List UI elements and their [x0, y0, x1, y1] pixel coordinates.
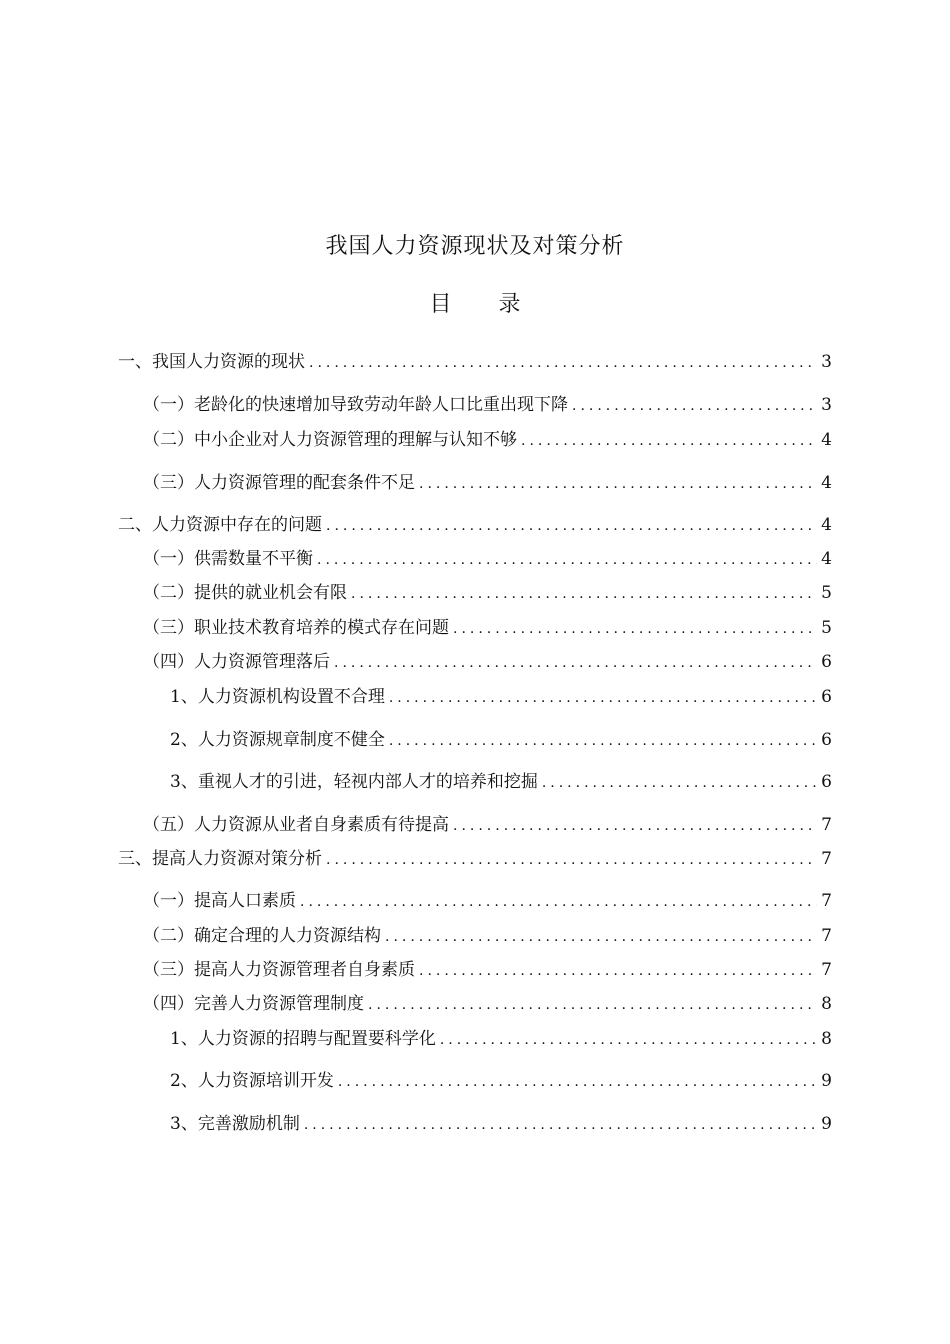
toc-entry[interactable] — [143, 427, 832, 454]
toc-heading: 目 录 — [429, 292, 521, 317]
toc-entry-label: （三）职业技术教育培养的模式存在问题 — [143, 618, 449, 638]
toc-entry-label: 1、人力资源的招聘与配置要科学化 — [170, 1029, 436, 1049]
toc-entry[interactable] — [143, 991, 832, 1018]
toc-entry-label: 3、重视人才的引进，轻视内部人才的培养和挖掘 — [170, 772, 538, 792]
toc-line — [0, 991, 950, 1017]
toc-entry-label: 2、人力资源规章制度不健全 — [170, 730, 385, 750]
toc-entry-page-number: 5 — [821, 618, 832, 638]
toc-entry-page-number: 6 — [821, 687, 832, 707]
toc-entry-page-number: 9 — [821, 1114, 832, 1134]
toc-entry[interactable] — [170, 684, 832, 711]
toc-line — [0, 615, 950, 641]
toc-entry-page-number: 5 — [821, 583, 832, 603]
toc-entry[interactable] — [143, 923, 832, 950]
toc-entry[interactable] — [170, 1026, 832, 1053]
dot-leader — [304, 1112, 817, 1138]
toc-entry-page-number: 3 — [821, 395, 832, 415]
toc-entry-label: 三、提高人力资源对策分析 — [118, 849, 322, 869]
toc-entry-label: （二）提供的就业机会有限 — [143, 583, 347, 603]
toc-entry[interactable] — [143, 812, 832, 839]
toc-line — [0, 769, 950, 795]
toc-entry-label: （二）确定合理的人力资源结构 — [143, 926, 381, 946]
toc-entry-page-number: 7 — [821, 849, 832, 869]
toc-entry-label: 3、完善激励机制 — [170, 1114, 300, 1134]
toc-entry-label: 一、我国人力资源的现状 — [118, 352, 305, 372]
toc-entry-label: 2、人力资源培训开发 — [170, 1071, 334, 1091]
toc-line — [0, 1026, 950, 1052]
dot-leader — [338, 1069, 817, 1095]
toc-entry-page-number: 6 — [821, 772, 832, 792]
toc-line — [0, 1111, 950, 1137]
toc-entry[interactable] — [143, 888, 832, 915]
toc-entry[interactable] — [143, 470, 832, 497]
dot-leader — [453, 813, 817, 839]
dot-leader — [453, 616, 817, 642]
toc-line — [0, 727, 950, 753]
toc-line — [0, 684, 950, 710]
dot-leader — [300, 889, 817, 915]
toc-entry-page-number: 4 — [821, 515, 832, 535]
toc-entry-page-number: 4 — [821, 473, 832, 493]
toc-line — [0, 580, 950, 606]
toc-line — [0, 470, 950, 496]
toc-entry[interactable] — [143, 392, 832, 419]
toc-entry[interactable] — [118, 349, 832, 376]
dot-leader — [542, 770, 817, 796]
toc-line — [0, 512, 950, 538]
toc-line — [0, 812, 950, 838]
toc-line — [0, 957, 950, 983]
toc-entry-page-number: 7 — [821, 926, 832, 946]
dot-leader — [572, 393, 817, 419]
dot-leader — [389, 728, 817, 754]
toc-line — [0, 649, 950, 675]
toc-entry-label: （一）提高人口素质 — [143, 891, 296, 911]
dot-leader — [317, 547, 817, 573]
toc-entry-page-number: 8 — [821, 994, 832, 1014]
dot-leader — [389, 685, 817, 711]
dot-leader — [326, 513, 817, 539]
toc-entry[interactable] — [170, 727, 832, 754]
dot-leader — [419, 471, 817, 497]
toc-line — [0, 846, 950, 872]
toc-entry-page-number: 7 — [821, 891, 832, 911]
toc-entry-page-number: 3 — [821, 352, 832, 372]
toc-entry[interactable] — [143, 580, 832, 607]
toc-entry-label: （一）供需数量不平衡 — [143, 549, 313, 569]
toc-line — [0, 888, 950, 914]
toc-entry-page-number: 4 — [821, 549, 832, 569]
toc-entry-page-number: 8 — [821, 1029, 832, 1049]
toc-line — [0, 427, 950, 453]
toc-entry[interactable] — [143, 546, 832, 573]
toc-line — [0, 923, 950, 949]
toc-entry-page-number: 7 — [821, 815, 832, 835]
toc-entry[interactable] — [170, 769, 832, 796]
toc-entry-page-number: 4 — [821, 430, 832, 450]
document-title: 我国人力资源现状及对策分析 — [325, 234, 625, 259]
toc-entry[interactable] — [118, 512, 832, 539]
toc-entry-page-number: 9 — [821, 1071, 832, 1091]
toc-entry-label: （四）人力资源管理落后 — [143, 652, 330, 672]
toc-entry-label: （四）完善人力资源管理制度 — [143, 994, 364, 1014]
toc-entry-label: （五）人力资源从业者自身素质有待提高 — [143, 815, 449, 835]
toc-entry-label: 1、人力资源机构设置不合理 — [170, 687, 385, 707]
toc-entry-label: （二）中小企业对人力资源管理的理解与认知不够 — [143, 430, 517, 450]
toc-line — [0, 392, 950, 418]
dot-leader — [334, 650, 817, 676]
dot-leader — [440, 1027, 817, 1053]
dot-leader — [385, 924, 817, 950]
toc-entry-label: 二、人力资源中存在的问题 — [118, 515, 322, 535]
toc-line — [0, 546, 950, 572]
toc-line — [0, 349, 950, 375]
toc-entry[interactable] — [170, 1111, 832, 1138]
toc-line — [0, 1068, 950, 1094]
toc-entry-label: （一）老龄化的快速增加导致劳动年龄人口比重出现下降 — [143, 395, 568, 415]
toc-entry[interactable] — [118, 846, 832, 873]
dot-leader — [309, 350, 817, 376]
toc-entry-page-number: 6 — [821, 730, 832, 750]
dot-leader — [326, 847, 817, 873]
toc-entry-label: （三）提高人力资源管理者自身素质 — [143, 960, 415, 980]
toc-entry[interactable] — [170, 1068, 832, 1095]
toc-entry-page-number: 7 — [821, 960, 832, 980]
dot-leader — [368, 992, 817, 1018]
dot-leader — [419, 958, 817, 984]
dot-leader — [351, 581, 817, 607]
toc-entry[interactable] — [143, 649, 832, 676]
toc-entry-label: （三）人力资源管理的配套条件不足 — [143, 473, 415, 493]
toc-entry[interactable] — [143, 957, 832, 984]
dot-leader — [521, 428, 817, 454]
toc-entry[interactable] — [143, 615, 832, 642]
toc-entry-page-number: 6 — [821, 652, 832, 672]
